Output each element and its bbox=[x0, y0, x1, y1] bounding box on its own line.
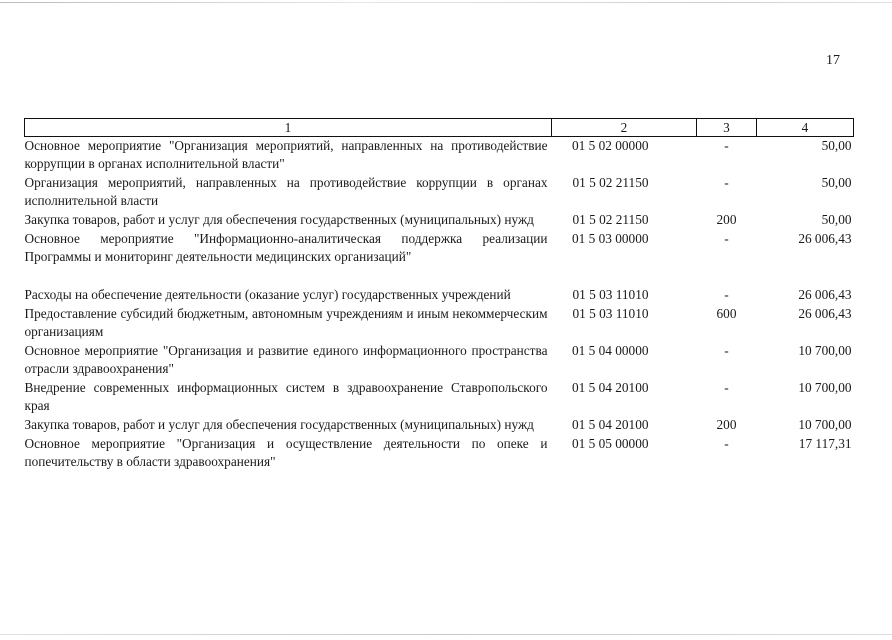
row-type: 200 bbox=[716, 417, 737, 432]
row-type: - bbox=[724, 287, 729, 302]
row-code: 01 5 04 20100 bbox=[572, 380, 649, 395]
row-code: 01 5 03 11010 bbox=[572, 287, 649, 302]
row-type: 200 bbox=[716, 212, 737, 227]
row-name: Внедрение современных информационных систем в здравоохранение Ставропольского края bbox=[24, 380, 548, 413]
row-amount: 50,00 bbox=[821, 212, 852, 227]
row-amount: 50,00 bbox=[821, 138, 852, 153]
row-amount: 10 700,00 bbox=[798, 380, 852, 395]
row-name: Основное мероприятие "Организация и осуществление деятельности по опеке и попечительству в области здравоохранения" bbox=[24, 436, 548, 469]
row-code: 01 5 02 21150 bbox=[572, 212, 649, 227]
row-code: 01 5 05 00000 bbox=[572, 436, 649, 451]
row-type: - bbox=[724, 138, 729, 153]
table-row bbox=[25, 211, 854, 230]
row-name: Организация мероприятий, направленных на противодействие коррупции в органах исполнительной власти bbox=[24, 175, 548, 208]
row-code: 01 5 02 21150 bbox=[572, 175, 649, 190]
page-number: 17 bbox=[826, 53, 840, 68]
table-row bbox=[25, 305, 854, 342]
table-row bbox=[25, 230, 854, 286]
table-row bbox=[25, 379, 854, 416]
scan-edge-top bbox=[0, 2, 892, 3]
row-amount: 50,00 bbox=[821, 175, 852, 190]
row-code: 01 5 02 00000 bbox=[572, 138, 649, 153]
table-row bbox=[25, 286, 854, 305]
header-col-4: 4 bbox=[757, 119, 854, 137]
row-name: Основное мероприятие "Организация мероприятий, направленных на противодействие коррупции в органах исполнительной власти" bbox=[24, 138, 548, 171]
table-row bbox=[25, 435, 854, 472]
table-row bbox=[25, 174, 854, 211]
row-amount: 10 700,00 bbox=[798, 417, 852, 432]
row-code: 01 5 04 20100 bbox=[572, 417, 649, 432]
table-row bbox=[25, 342, 854, 379]
header-col-2: 2 bbox=[552, 119, 697, 137]
row-type: - bbox=[724, 231, 729, 246]
row-name: Основное мероприятие "Информационно-аналитическая поддержка реализации Программы и мониторинг деятельности медицинских организаций" bbox=[24, 231, 548, 264]
table-row bbox=[25, 137, 854, 175]
row-amount: 26 006,43 bbox=[798, 231, 852, 246]
row-name: Расходы на обеспечение деятельности (оказание услуг) государственных учреждений bbox=[24, 287, 511, 302]
row-code: 01 5 03 00000 bbox=[572, 231, 649, 246]
row-type: - bbox=[724, 436, 729, 451]
header-col-1: 1 bbox=[25, 119, 552, 137]
row-name: Закупка товаров, работ и услуг для обеспечения государственных (муниципальных) нужд bbox=[24, 212, 534, 227]
table-header bbox=[25, 119, 854, 137]
row-amount: 10 700,00 bbox=[798, 343, 852, 358]
row-amount: 17 117,31 bbox=[798, 436, 852, 451]
row-type: 600 bbox=[716, 306, 737, 321]
row-code: 01 5 03 11010 bbox=[572, 306, 649, 321]
table-row bbox=[25, 416, 854, 435]
row-amount: 26 006,43 bbox=[798, 287, 852, 302]
header-row bbox=[25, 119, 854, 137]
row-amount: 26 006,43 bbox=[798, 306, 852, 321]
scan-edge-bottom bbox=[0, 634, 892, 635]
budget-table bbox=[24, 118, 854, 472]
row-type: - bbox=[724, 343, 729, 358]
row-name: Основное мероприятие "Организация и развитие единого информационного пространства отрасли здравоохранения" bbox=[24, 343, 548, 376]
row-type: - bbox=[724, 380, 729, 395]
table-body bbox=[25, 137, 854, 473]
row-type: - bbox=[724, 175, 729, 190]
row-name: Закупка товаров, работ и услуг для обеспечения государственных (муниципальных) нужд bbox=[24, 417, 534, 432]
row-name: Предоставление субсидий бюджетным, автономным учреждениям и иным некоммерческим организациям bbox=[24, 306, 548, 339]
row-code: 01 5 04 00000 bbox=[572, 343, 649, 358]
header-col-3: 3 bbox=[697, 119, 757, 137]
